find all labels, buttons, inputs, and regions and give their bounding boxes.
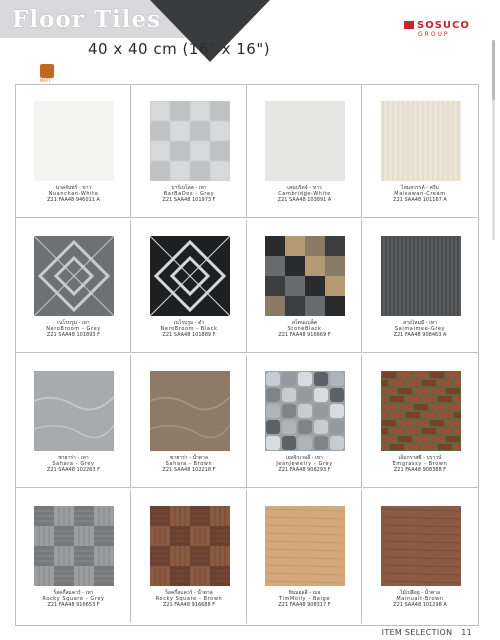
tile-code: Z21 FAA48 946011 A (47, 197, 100, 203)
tile-swatch (381, 371, 461, 451)
tile-code: Z21 SAA48 102263 F (46, 467, 101, 473)
tile-card (132, 355, 247, 488)
tile-card (16, 220, 131, 353)
tile-thai-name: ร็อคกี้สแควร์ - เทา (53, 590, 94, 596)
tile-swatch (150, 371, 230, 451)
tile-code: Z21 FAA48 916688 F (162, 602, 216, 608)
tile-swatch (265, 371, 345, 451)
footer-section: ITEM SELECTION (381, 628, 453, 637)
tile-code: Z21 FAA48 908388 F (393, 467, 447, 473)
tile-thai-name: ร็อคกี้สแควร์ - น้ำตาล (165, 590, 213, 596)
tile-card (16, 85, 131, 218)
tile-name: JeanJewelry - Grey (276, 461, 333, 467)
tile-name: Rocky Square - Brown (155, 596, 223, 602)
tile-code: Z21 SAA48 103891 A (277, 197, 332, 203)
tile-code: Z21 FAA48 908463 A (393, 332, 447, 338)
tile-swatch (381, 101, 461, 181)
tile-card (132, 85, 247, 218)
tile-name: Saimaimee-Grey (394, 326, 446, 332)
page-title: Floor Tiles (12, 6, 162, 33)
tile-card (247, 355, 362, 488)
tile-swatch (34, 506, 114, 586)
tile-swatch (265, 506, 345, 586)
tile-swatch (150, 506, 230, 586)
tile-code: Z21 SAA48 102218 F (162, 467, 216, 473)
tile-thai-name: ไม้เปลือยู - น้ำตาล (399, 590, 441, 596)
tile-swatch (150, 101, 230, 181)
tile-thai-name: นวลจันทร์ - ขาว (55, 185, 92, 191)
tile-swatch (265, 236, 345, 316)
tile-code: Z21 FAA48 916669 F (278, 332, 331, 338)
tile-grid (15, 84, 479, 626)
page-header (0, 0, 500, 62)
matt-badge-icon (40, 64, 54, 78)
tile-name: Mainuait-Brown (396, 596, 444, 602)
page-footer (376, 628, 472, 637)
tile-thai-name: เยลจิวเวลลี่ - เทา (286, 455, 323, 461)
tile-swatch (381, 506, 461, 586)
brand-logo (404, 20, 480, 50)
tile-card (363, 490, 478, 623)
tile-card (132, 490, 247, 623)
tile-card (363, 85, 478, 218)
tile-card (363, 220, 478, 353)
tile-code: Z21 FAA48 908317 F (278, 602, 331, 608)
tile-thai-name: เนโรบรูม - ดำ (173, 320, 205, 326)
tile-name: Sahara - Brown (165, 461, 213, 467)
tile-name: StoneBlack (287, 326, 322, 332)
tile-code: Z21 SAA48 101167 A (393, 197, 447, 203)
tile-thai-name: ทิมมอลลี่ - เบจ (288, 590, 321, 596)
page-subtitle: 40 x 40 cm (16" x 16") (88, 40, 271, 58)
logo-mark-icon (404, 21, 414, 29)
tile-name: Emgrassy - Brown (392, 461, 448, 467)
tile-swatch (381, 236, 461, 316)
footer-page-number: 11 (461, 628, 472, 637)
tile-code: Z21 SAA48 101889 F (162, 332, 216, 338)
tile-code: Z21 FAA48 908293 F (278, 467, 331, 473)
tile-name: TimMolly - Beige (279, 596, 330, 602)
tile-name: Sahara - Grey (52, 461, 95, 467)
tile-thai-name: ไหมสวรรค์ - ครีม (401, 185, 439, 191)
tile-card (363, 355, 478, 488)
tile-name: Rocky Square - Grey (42, 596, 105, 602)
tile-swatch (34, 236, 114, 316)
tile-name: Nuanchan-White (48, 191, 99, 197)
tile-swatch (150, 236, 230, 316)
tile-name: NeroBroom - Grey (46, 326, 101, 332)
tile-name: Maisawan-Cream (394, 191, 446, 197)
logo-name: SOSUCO (417, 20, 470, 31)
tile-swatch (265, 101, 345, 181)
tile-thai-name: เนโรบรูม - เทา (57, 320, 90, 326)
scrollbar-thumb[interactable] (492, 40, 495, 100)
tile-thai-name: สโตนแบล็ค (291, 320, 318, 326)
tile-card (132, 220, 247, 353)
tile-card (16, 355, 131, 488)
tile-name: Cambridge-White (278, 191, 331, 197)
tile-thai-name: ซาฮาร่า - เทา (58, 455, 89, 461)
tile-code: Z21 SAA48 101298 A (393, 602, 447, 608)
tile-code: Z21 SAA48 101973 F (162, 197, 216, 203)
tile-card (247, 490, 362, 623)
tile-code: Z21 SAA48 101893 F (46, 332, 101, 338)
tile-thai-name: ซาฮาร่า - น้ำตาล (170, 455, 208, 461)
tile-swatch (34, 371, 114, 451)
tile-name: BarBaDos - Grey (163, 191, 215, 197)
tile-code: Z21 FAA48 916653 F (47, 602, 100, 608)
tile-card (247, 220, 362, 353)
tile-thai-name: สายไหมมี - เทา (403, 320, 437, 326)
tile-thai-name: เอ็มกราสซี่ - บราวน์ (398, 455, 442, 461)
tile-name: NeroBroom - Black (160, 326, 218, 332)
tile-card (247, 85, 362, 218)
matt-badge-label: MATT (40, 78, 51, 83)
tile-thai-name: เคมบริดจ์ - ขาว (287, 185, 322, 191)
tile-swatch (34, 101, 114, 181)
tile-thai-name: บาร์เบโลส - เทา (171, 185, 207, 191)
logo-subtext: GROUP (418, 31, 450, 38)
tile-card (16, 490, 131, 623)
